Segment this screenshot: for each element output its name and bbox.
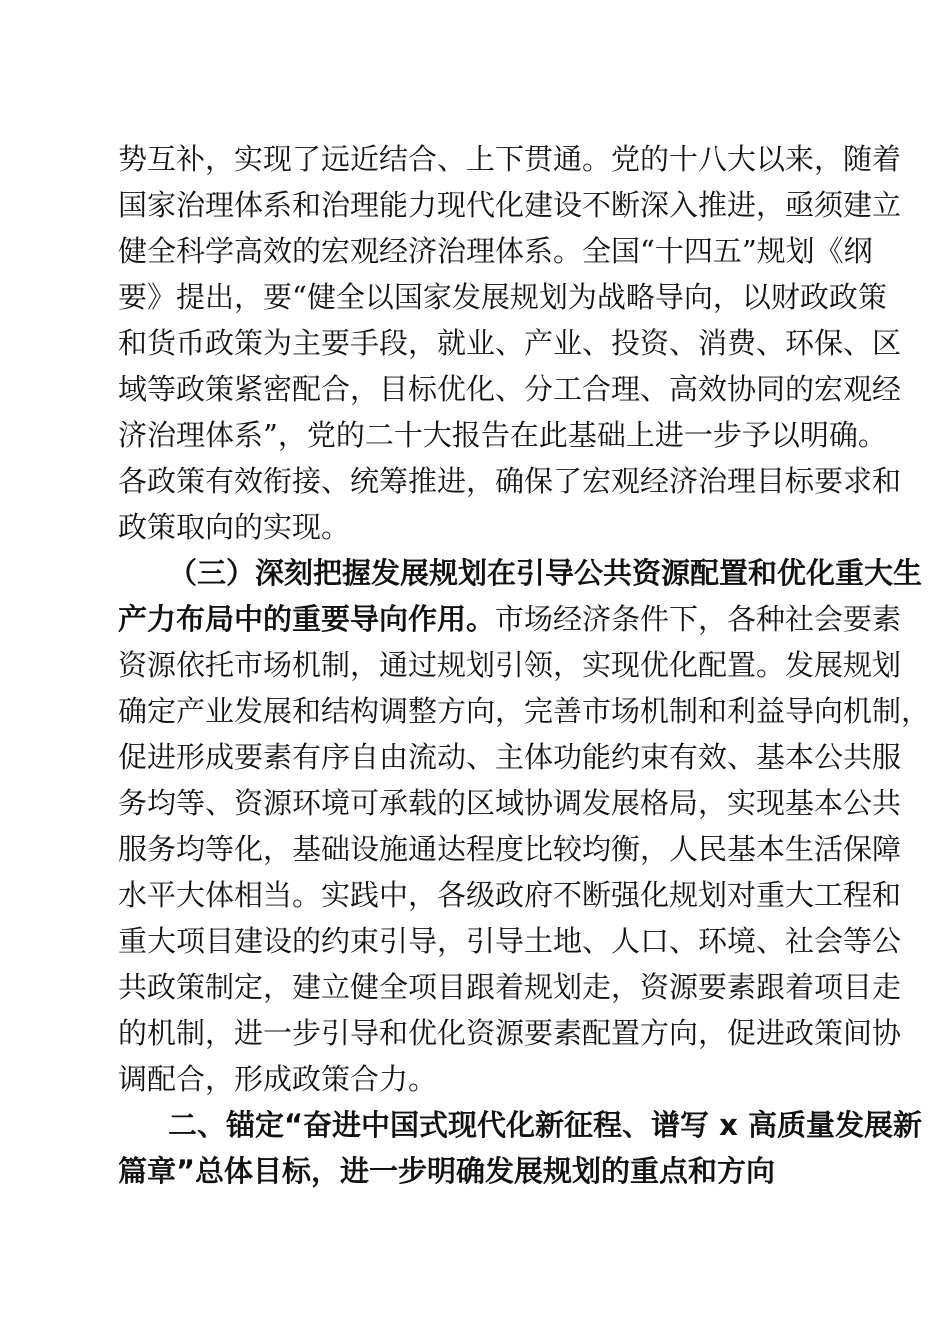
paragraph-line: 调配合，形成政策合力。	[118, 1062, 438, 1096]
paragraph-line: 重大项目建设的约束引导，引导土地、人口、环境、社会等公	[118, 924, 902, 958]
paragraph-line-mixed	[118, 599, 902, 639]
paragraph-line: 政策取向的实现。	[118, 510, 351, 544]
paragraph-line: 服务均等化，基础设施通达程度比较均衡，人民基本生活保障	[118, 832, 902, 866]
paragraph-line: 和货币政策为主要手段，就业、产业、投资、消费、环保、区	[118, 326, 902, 360]
subsection-title: （三）深刻把握发展规划在引导公共资源配置和优化重大生	[168, 556, 923, 590]
paragraph-line: 的机制，进一步引导和优化资源要素配置方向，促进政策间协	[118, 1016, 902, 1050]
paragraph-line: 健全科学高效的宏观经济治理体系。全国“十四五”规划《纲	[118, 234, 873, 268]
paragraph-line: 务均等、资源环境可承载的区域协调发展格局，实现基本公共	[118, 786, 902, 820]
paragraph-line: 济治理体系”，党的二十大报告在此基础上进一步予以明确。	[118, 418, 887, 452]
paragraph-text: 市场经济条件下，各种社会要素	[495, 602, 902, 636]
paragraph-line: 确定产业发展和结构调整方向，完善市场机制和利益导向机制，	[118, 694, 931, 728]
paragraph-line: 域等政策紧密配合，目标优化、分工合理、高效协同的宏观经	[118, 372, 902, 406]
paragraph-line: 要》提出，要“健全以国家发展规划为战略导向，以财政政策	[118, 280, 887, 314]
paragraph-line: 国家治理体系和治理能力现代化建设不断深入推进，亟须建立	[118, 188, 902, 222]
paragraph-line: 促进形成要素有序自由流动、主体功能约束有效、基本公共服	[118, 740, 902, 774]
paragraph-line: 共政策制定，建立健全项目跟着规划走，资源要素跟着项目走	[118, 970, 902, 1004]
section-heading: 二、锚定“奋进中国式现代化新征程、谱写 x 高质量发展新	[168, 1108, 922, 1142]
paragraph-line: 水平大体相当。实践中，各级政府不断强化规划对重大工程和	[118, 878, 902, 912]
paragraph-line: 势互补，实现了远近结合、上下贯通。党的十八大以来，随着	[118, 142, 902, 176]
paragraph-line: 各政策有效衔接、统筹推进，确保了宏观经济治理目标要求和	[118, 464, 902, 498]
paragraph-line: 资源依托市场机制，通过规划引领，实现优化配置。发展规划	[118, 648, 902, 682]
subsection-title-continued: 产力布局中的重要导向作用。	[118, 602, 496, 636]
section-heading-continued: 篇章”总体目标，进一步明确发展规划的重点和方向	[118, 1154, 776, 1188]
